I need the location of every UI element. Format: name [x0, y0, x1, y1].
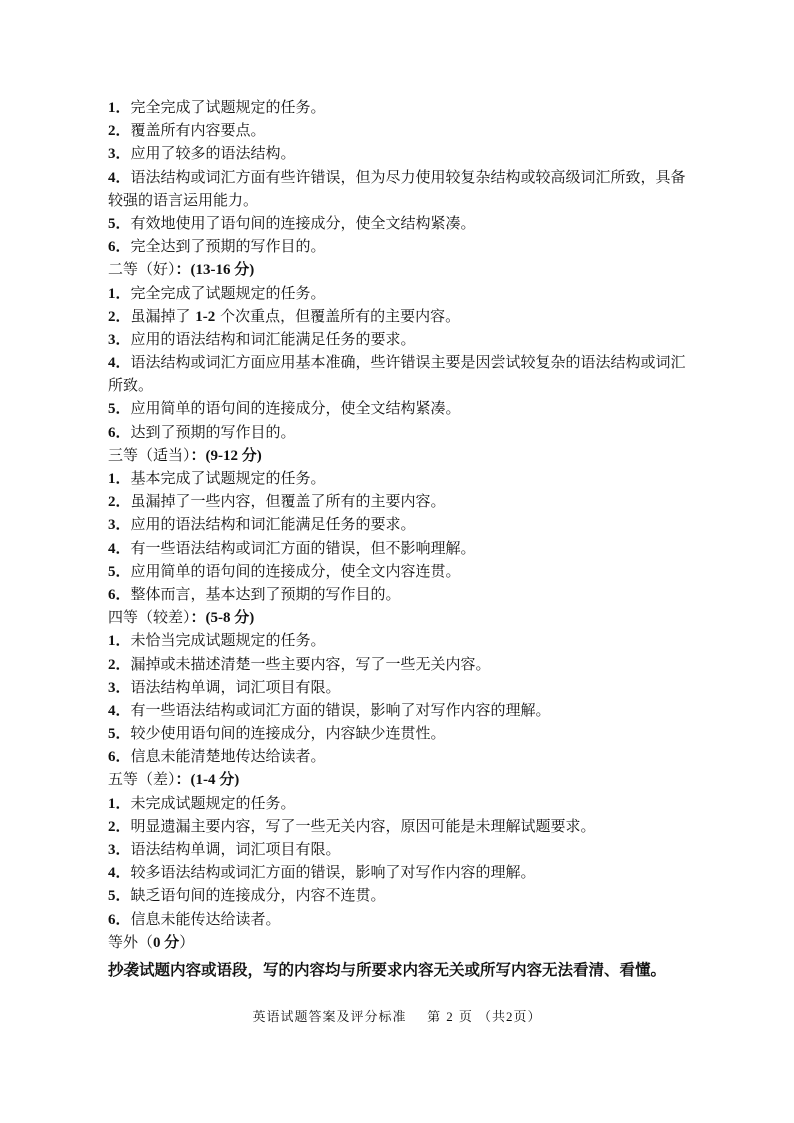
grade5-item-2: 2．明显遗漏主要内容，写了一些无关内容，原因可能是未理解试题要求。 — [108, 816, 596, 835]
grade4-item-1: 1．未恰当完成试题规定的任务。 — [108, 631, 326, 650]
scoring-criteria — [108, 96, 708, 982]
grade2-item-6: 6．达到了预期的写作目的。 — [108, 422, 296, 441]
grade5-item-1: 1．未完成试题规定的任务。 — [108, 793, 296, 812]
grade2-item-4: 4．语法结构或词汇方面应用基本准确，些许错误主要是因尝试较复杂的语法结构或词汇 — [108, 353, 686, 372]
extra-section — [108, 931, 708, 982]
grade3-item-2: 2．虽漏掉了一些内容，但覆盖了所有的主要内容。 — [108, 492, 446, 511]
grade4-item-2: 2．漏掉或未描述清楚一些主要内容，写了一些无关内容。 — [108, 654, 491, 673]
grade1-item-4: 4．语法结构或词汇方面有些许错误，但为尽力使用较复杂结构或较高级词汇所致，具备 — [108, 167, 686, 186]
extra-heading: 等外（0 分） — [108, 932, 195, 951]
grade1-item-5: 5．有效地使用了语句间的连接成分，使全文结构紧凑。 — [108, 213, 476, 232]
grade3-item-6: 6．整体而言，基本达到了预期的写作目的。 — [108, 584, 401, 603]
grade2-item-3: 3．应用的语法结构和词汇能满足任务的要求。 — [108, 329, 416, 348]
grade1-item-1: 1．完全完成了试题规定的任务。 — [108, 98, 326, 116]
page-footer: 英语试题答案及评分标准 第 2 页 （共2页） — [252, 1009, 542, 1025]
grade1-section — [108, 96, 708, 258]
grade5-section — [108, 768, 708, 930]
grade3-item-5: 5．应用简单的语句间的连接成分，使全文内容连贯。 — [108, 561, 461, 580]
grade2-item-2: 2．虽漏掉了 1-2 个次重点，但覆盖所有的主要内容。 — [108, 306, 461, 325]
grade3-section — [108, 444, 708, 606]
grade5-item-4: 4．较多语法结构或词汇方面的错误，影响了对写作内容的理解。 — [108, 863, 536, 882]
grade2-item-4-cont: 所致。 — [108, 376, 154, 395]
grade4-section — [108, 606, 708, 768]
grade3-item-1: 1．基本完成了试题规定的任务。 — [108, 469, 326, 487]
grade5-item-3: 3．语法结构单调，词汇项目有限。 — [108, 840, 341, 858]
grade3-item-3: 3．应用的语法结构和词汇能满足任务的要求。 — [108, 515, 416, 534]
grade4-item-5: 5．较少使用语句间的连接成分，内容缺少连贯性。 — [108, 724, 446, 743]
grade1-item-6: 6．完全达到了预期的写作目的。 — [108, 237, 326, 256]
grade3-item-4: 4．有一些语法结构或词汇方面的错误，但不影响理解。 — [108, 538, 476, 557]
grade4-item-6: 6．信息未能清楚地传达给读者。 — [108, 747, 326, 766]
grade2-heading: 二等（好）：(13-16 分) — [108, 260, 255, 279]
grade3-heading: 三等（适当）：(9-12 分) — [108, 445, 262, 464]
grade4-heading: 四等（较差）：(5-8 分) — [108, 608, 255, 627]
grade2-item-5: 5．应用简单的语句间的连接成分，使全文结构紧凑。 — [108, 399, 461, 418]
grade1-item-2: 2．覆盖所有内容要点。 — [108, 121, 266, 140]
grade1-item-3: 3．应用了较多的语法结构。 — [108, 144, 296, 163]
grade2-item-1: 1．完全完成了试题规定的任务。 — [108, 283, 326, 302]
grade1-item-4-cont: 较强的语言运用能力。 — [108, 190, 259, 209]
grade4-item-3: 3．语法结构单调，词汇项目有限。 — [108, 677, 341, 696]
grade2-section — [108, 258, 708, 444]
grade5-item-6: 6．信息未能传达给读者。 — [108, 909, 281, 928]
extra-description: 抄袭试题内容或语段，写的内容均与所要求内容无关或所写内容无法看清、看懂。 — [108, 959, 667, 979]
grade5-item-5: 5．缺乏语句间的连接成分，内容不连贯。 — [108, 886, 386, 905]
grade5-heading: 五等（差）：(1-4 分) — [108, 770, 240, 789]
grade4-item-4: 4．有一些语法结构或词汇方面的错误，影响了对写作内容的理解。 — [108, 700, 551, 719]
